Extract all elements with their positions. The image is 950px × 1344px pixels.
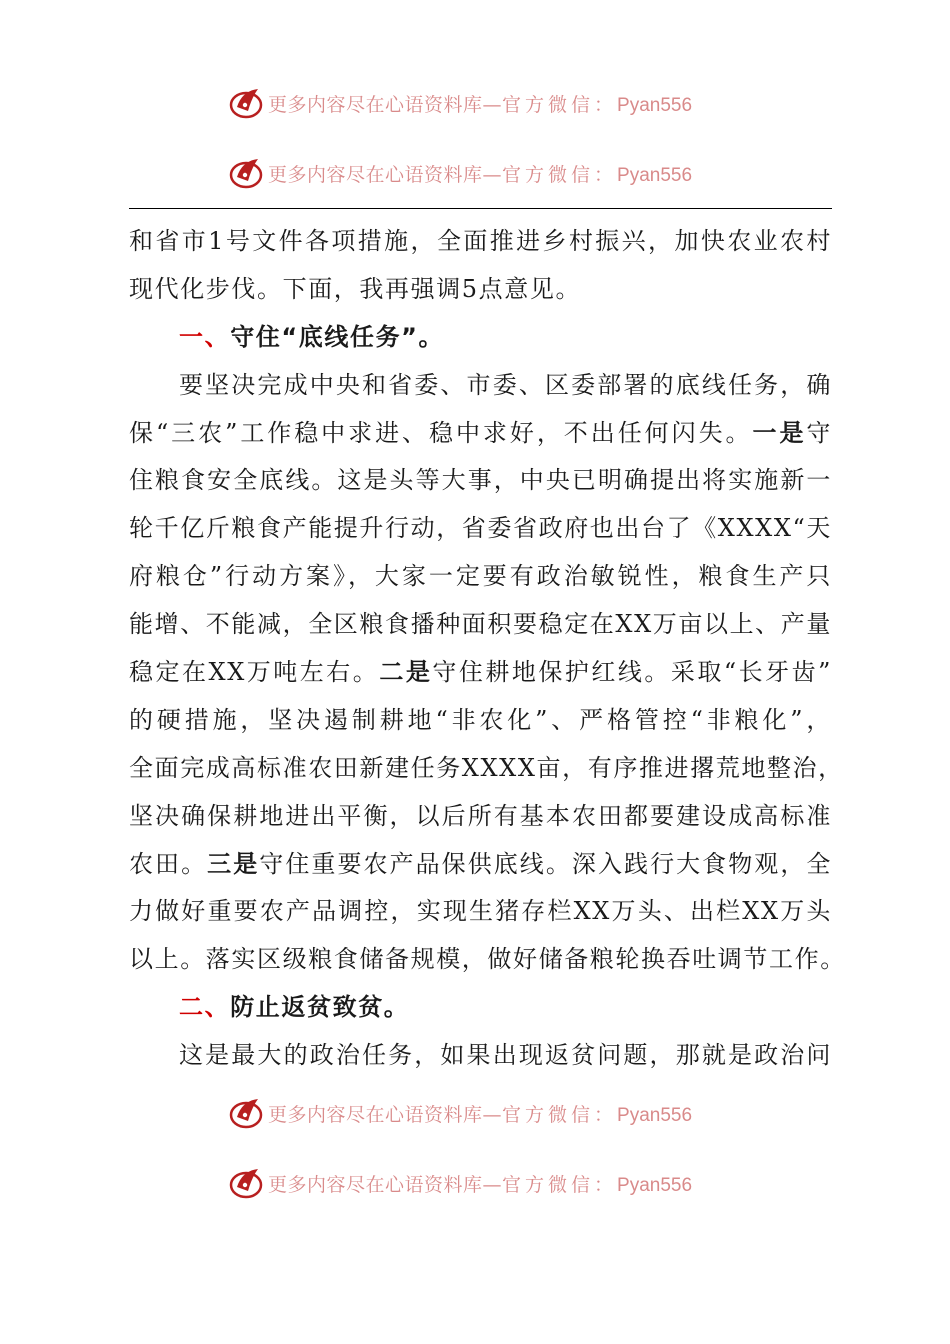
pen-nib-logo-icon bbox=[228, 1165, 264, 1201]
text-line: 轮千亿斤粮食产能提升行动，省委省政府也出台了《XXXX“天 bbox=[129, 514, 833, 543]
text-line: 住粮食安全底线。这是头等大事，中央已明确提出将实施新一 bbox=[129, 466, 832, 495]
text-line: 农田。三是守住重要农产品保供底线。深入践行大食物观，全 bbox=[129, 849, 832, 878]
text-line: 稳定在XX万吨左右。二是守住耕地保护红线。采取“长牙齿” bbox=[129, 658, 833, 687]
section-heading-2: 二、防止返贫致贫。 bbox=[179, 993, 410, 1022]
text-line: 府粮仓”行动方案》，大家一定要有政治敏锐性，粮食生产只 bbox=[129, 562, 832, 591]
pen-nib-logo-icon bbox=[228, 155, 264, 191]
text-line: 全面完成高标准农田新建任务XXXX亩，有序推进撂荒地整治， bbox=[129, 753, 844, 782]
watermark-text: 更多内容尽在心语资料库—官方微信：Pyan556 bbox=[268, 1173, 693, 1196]
watermark-text: 更多内容尽在心语资料库—官方微信：Pyan556 bbox=[268, 163, 693, 186]
watermark-banner bbox=[228, 1093, 692, 1133]
text-line: 现代化步伐。下面，我再强调5点意见。 bbox=[129, 274, 582, 303]
text-line: 能增、不能减，全区粮食播种面积要稳定在XX万亩以上、产量 bbox=[129, 610, 832, 639]
text-line: 力做好重要农产品调控，实现生猪存栏XX万头、出栏XX万头 bbox=[129, 897, 832, 926]
text-line: 要坚决完成中央和省委、市委、区委部署的底线任务，确 bbox=[179, 370, 832, 399]
header-rule bbox=[129, 208, 832, 209]
pen-nib-logo-icon bbox=[228, 1095, 264, 1131]
section-heading-1: 一、守住“底线任务”。 bbox=[179, 322, 445, 351]
text-line: 保“三农”工作稳中求进、稳中求好，不出任何闪失。一是守 bbox=[129, 418, 833, 447]
watermark-banner bbox=[228, 1163, 692, 1203]
text-line: 这是最大的政治任务，如果出现返贫问题，那就是政治问 bbox=[179, 1041, 832, 1070]
watermark-banner bbox=[228, 83, 692, 123]
document-body bbox=[129, 218, 846, 1080]
watermark-text: 更多内容尽在心语资料库—官方微信：Pyan556 bbox=[268, 1103, 693, 1126]
watermark-banner bbox=[228, 153, 692, 193]
pen-nib-logo-icon bbox=[228, 85, 264, 121]
watermark-text: 更多内容尽在心语资料库—官方微信：Pyan556 bbox=[268, 93, 693, 116]
text-line: 坚决确保耕地进出平衡，以后所有基本农田都要建设成高标准 bbox=[129, 801, 832, 830]
text-line: 以上。落实区级粮食储备规模，做好储备粮轮换吞吐调节工作。 bbox=[129, 945, 846, 974]
text-line: 和省市1号文件各项措施，全面推进乡村振兴，加快农业农村 bbox=[129, 227, 832, 255]
text-line: 的硬措施，坚决遏制耕地“非农化”、严格管控“非粮化”， bbox=[129, 705, 832, 734]
